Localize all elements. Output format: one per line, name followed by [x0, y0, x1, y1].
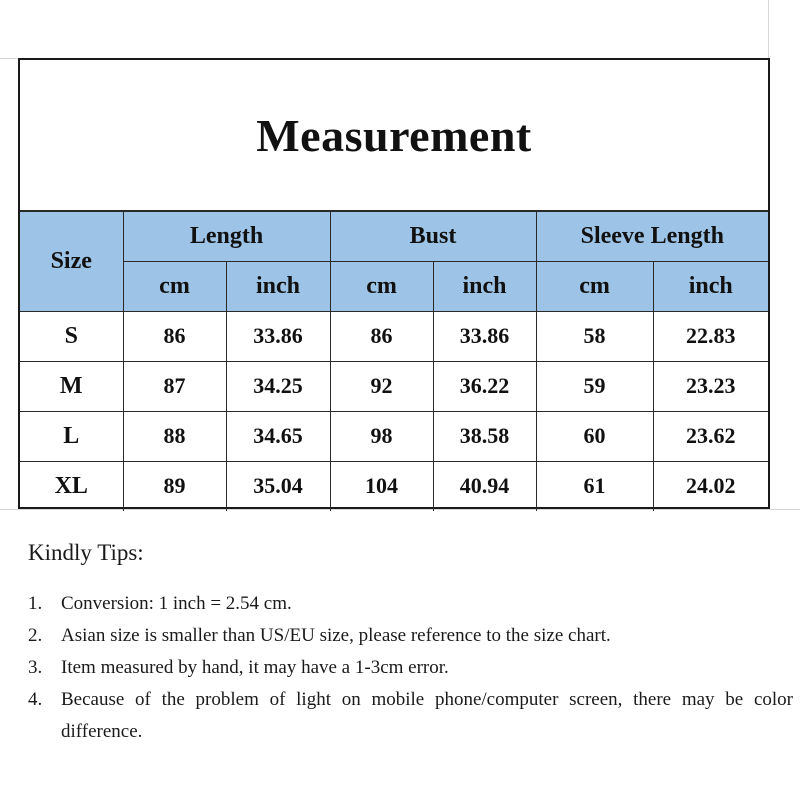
list-item-number: 3.: [28, 657, 43, 678]
list-item-text: Item measured by hand, it may have a 1-3cm error.: [61, 657, 449, 678]
tips-list: [28, 588, 793, 748]
size-label: S: [20, 311, 123, 361]
size-header: Size: [20, 211, 123, 311]
list-item-number: 4.: [28, 689, 43, 710]
unit-header: cm: [536, 261, 653, 311]
measurement-sheet: [18, 58, 770, 509]
size-label: XL: [20, 461, 123, 511]
table-cell: 89: [123, 461, 226, 511]
table-cell: 59: [536, 361, 653, 411]
header-row-units: [20, 261, 768, 311]
list-item-number: 2.: [28, 625, 43, 646]
list-item: [28, 620, 793, 652]
page-title: Measurement: [256, 109, 532, 161]
list-item-text: Because of the problem of light on mobile phone/computer screen, there may be color difference.: [61, 689, 793, 742]
unit-header: cm: [330, 261, 433, 311]
size-chart-table: [20, 210, 768, 511]
table-row: [20, 311, 768, 361]
table-cell: 36.22: [433, 361, 536, 411]
group-header-sleeve-length: Sleeve Length: [536, 211, 768, 261]
unit-header: inch: [653, 261, 768, 311]
table-cell: 61: [536, 461, 653, 511]
table-cell: 86: [330, 311, 433, 361]
list-item-number: 1.: [28, 593, 43, 614]
table-cell: 88: [123, 411, 226, 461]
list-item-text: Conversion: 1 inch = 2.54 cm.: [61, 593, 292, 614]
group-header-bust: Bust: [330, 211, 536, 261]
table-cell: 87: [123, 361, 226, 411]
table-cell: 60: [536, 411, 653, 461]
table-cell: 38.58: [433, 411, 536, 461]
list-item-text: Asian size is smaller than US/EU size, please reference to the size chart.: [61, 625, 611, 646]
table-row: [20, 461, 768, 511]
table-cell: 92: [330, 361, 433, 411]
tips-title: Kindly Tips:: [28, 540, 144, 565]
guide-line-top: [0, 58, 18, 59]
header-row-groups: [20, 211, 768, 261]
table-cell: 86: [123, 311, 226, 361]
table-cell: 34.25: [226, 361, 330, 411]
table-cell: 40.94: [433, 461, 536, 511]
unit-header: cm: [123, 261, 226, 311]
size-label: L: [20, 411, 123, 461]
table-cell: 23.62: [653, 411, 768, 461]
table-cell: 104: [330, 461, 433, 511]
table-cell: 34.65: [226, 411, 330, 461]
list-item: [28, 652, 793, 684]
table-cell: 58: [536, 311, 653, 361]
table-cell: 33.86: [433, 311, 536, 361]
group-header-length: Length: [123, 211, 330, 261]
unit-header: inch: [433, 261, 536, 311]
list-item: [28, 588, 793, 620]
unit-header: inch: [226, 261, 330, 311]
guide-line-vertical: [768, 0, 769, 58]
tips-section: [28, 540, 793, 748]
table-cell: 35.04: [226, 461, 330, 511]
table-cell: 23.23: [653, 361, 768, 411]
table-row: [20, 361, 768, 411]
table-cell: 33.86: [226, 311, 330, 361]
table-row: [20, 411, 768, 461]
size-label: M: [20, 361, 123, 411]
table-cell: 98: [330, 411, 433, 461]
list-item: [28, 684, 793, 748]
table-cell: 24.02: [653, 461, 768, 511]
table-cell: 22.83: [653, 311, 768, 361]
